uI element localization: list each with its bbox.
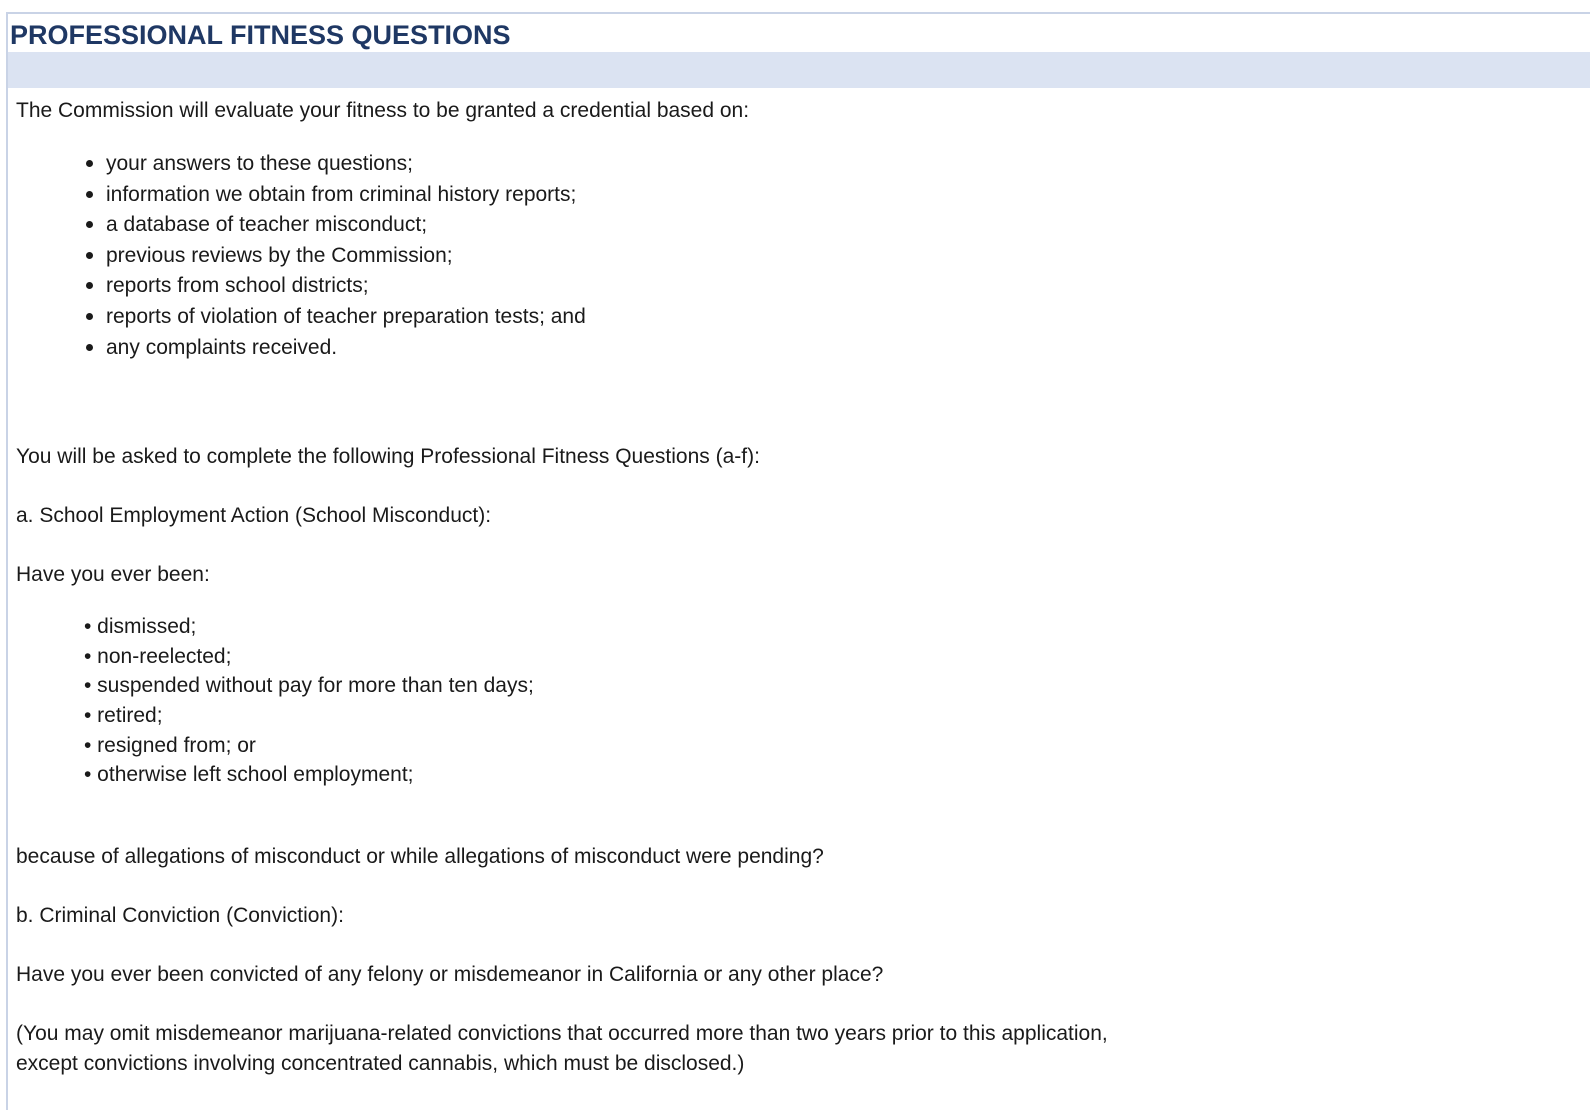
list-item: • dismissed; [84,615,197,639]
list-item: • suspended without pay for more than ten days; [84,674,534,698]
list-item: • previous reviews by the Commission; [106,240,1576,271]
list-item: • information we obtain from criminal history reports; [106,179,1576,210]
questions-intro: You will be asked to complete the following Professional Fitness Questions (a-f): [16,445,760,469]
list-item: • any complaints received. [106,332,1576,363]
question-b-heading: b. Criminal Conviction (Conviction): [16,903,344,927]
list-item: • otherwise left school employment; [84,763,414,787]
question-b-note-line2: except convictions involving concentrated cannabis, which must be disclosed.) [16,1051,745,1075]
content-area [16,96,1576,1079]
question-b-note-line1: (You may omit misdemeanor marijuana-related convictions that occurred more than two years prior to this application, [16,1021,1108,1045]
question-a-heading: a. School Employment Action (School Misconduct): [16,504,492,528]
intro-lead: The Commission will evaluate your fitness to be granted a credential based on: [16,99,750,122]
evaluation-sources-list [16,148,1576,362]
list-item: • your answers to these questions; [106,148,1576,179]
question-a-prompt: Have you ever been: [16,563,210,587]
list-item: • resigned from; or [84,733,256,757]
question-b-prompt: Have you ever been convicted of any felony or misdemeanor in California or any other place? [16,962,884,986]
question-a-closing: because of allegations of misconduct or while allegations of misconduct were pending? [16,844,824,868]
page-title: PROFESSIONAL FITNESS QUESTIONS [10,20,511,50]
list-item: • reports from school districts; [106,270,1576,301]
list-item: • reports of violation of teacher preparation tests; and [106,301,1576,332]
fitness-panel [6,12,1590,1110]
header-band [8,52,1590,88]
list-item: • a database of teacher misconduct; [106,209,1576,240]
employment-actions-list [16,612,1576,790]
list-item: • retired; [84,703,163,727]
list-item: • non-reelected; [84,644,232,668]
